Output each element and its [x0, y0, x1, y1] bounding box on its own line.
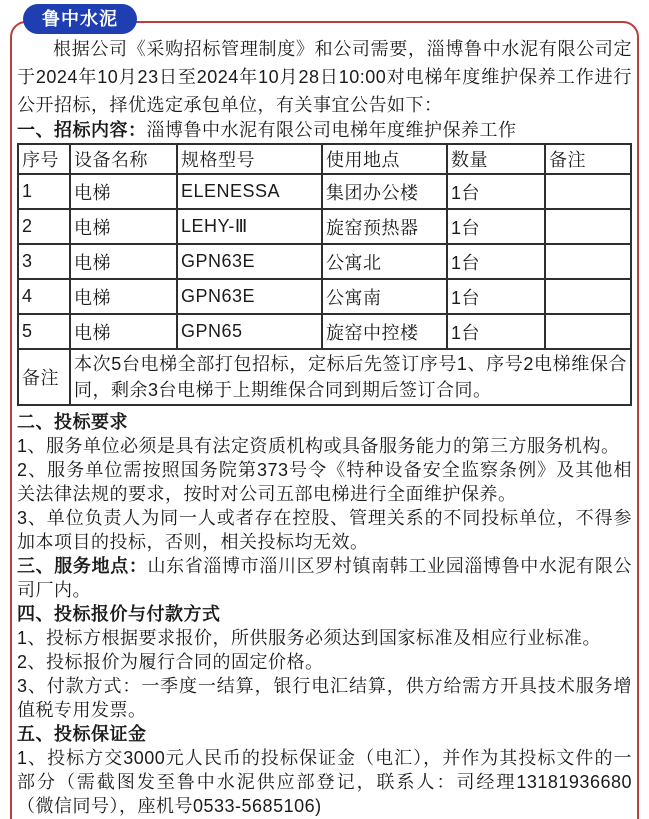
section-3-text: 山东省淄博市淄川区罗村镇南韩工业园淄博鲁中水泥有限公司厂内。	[17, 556, 632, 600]
cell-seq: 2	[18, 209, 70, 244]
cell-equipment: 电梯	[70, 279, 177, 314]
section-5-heading: 五、投标保证金	[17, 724, 147, 744]
section-1-label: 一、招标内容：	[17, 120, 147, 140]
cell-seq: 3	[18, 244, 70, 279]
remark-label-cell: 备注	[18, 349, 70, 405]
table-row	[18, 279, 631, 314]
col-header-equipment: 设备名称	[70, 144, 177, 174]
cell-seq: 5	[18, 314, 70, 349]
cell-quantity: 1台	[447, 279, 545, 314]
cell-remark	[545, 279, 631, 314]
section-1-text: 淄博鲁中水泥有限公司电梯年度维护保养工作	[146, 120, 517, 140]
announcement-frame	[10, 21, 639, 819]
announcement-intro: 根据公司《采购招标管理制度》和公司需要，淄博鲁中水泥有限公司定于2024年10月23日至2024年10月28日10:00对电梯年度维护保养工作进行公开招标，择优选定承包单位，有关事宜公告如下：	[17, 39, 632, 115]
section-2-item: 1、服务单位必须是具有法定资质机构或具备服务能力的第三方服务机构。	[17, 436, 620, 456]
section-4-heading: 四、投标报价与付款方式	[17, 604, 221, 624]
company-badge: 鲁中水泥	[23, 4, 137, 34]
cell-model: LEHY-Ⅲ	[177, 209, 322, 244]
table-remark-row	[18, 349, 631, 405]
cell-remark	[545, 209, 631, 244]
cell-quantity: 1台	[447, 314, 545, 349]
section-3-service-location	[17, 554, 632, 602]
cell-seq: 1	[18, 174, 70, 209]
cell-location: 公寓北	[322, 244, 447, 279]
section-4-item: 2、投标报价为履行合同的固定价格。	[17, 652, 324, 672]
cell-remark	[545, 174, 631, 209]
cell-equipment: 电梯	[70, 314, 177, 349]
col-header-quantity: 数量	[447, 144, 545, 174]
section-3-label: 三、服务地点：	[17, 556, 148, 576]
cell-equipment: 电梯	[70, 244, 177, 279]
col-header-remark: 备注	[545, 144, 631, 174]
section-2-item: 2、服务单位需按照国务院第373号令《特种设备安全监察条例》及其他相关法律法规的要求，按时对公司五部电梯进行全面维护保养。	[17, 460, 632, 504]
cell-location: 公寓南	[322, 279, 447, 314]
section-1-bid-content	[17, 119, 632, 141]
col-header-location: 使用地点	[322, 144, 447, 174]
col-header-seq: 序号	[18, 144, 70, 174]
table-row	[18, 209, 631, 244]
cell-equipment: 电梯	[70, 209, 177, 244]
cell-remark	[545, 244, 631, 279]
cell-quantity: 1台	[447, 174, 545, 209]
cell-model: ELENESSA	[177, 174, 322, 209]
cell-model: GPN63E	[177, 244, 322, 279]
table-row	[18, 174, 631, 209]
cell-quantity: 1台	[447, 209, 545, 244]
cell-model: GPN63E	[177, 279, 322, 314]
section-5-item: 1、投标方交3000元人民币的投标保证金（电汇），并作为其投标文件的一部分（需截图发至鲁中水泥供应部登记，联系人：司经理13181936680（微信同号），座机号0533-5685106)	[17, 748, 632, 816]
table-row	[18, 244, 631, 279]
section-4-item: 3、付款方式：一季度一结算，银行电汇结算，供方给需方开具技术服务增值税专用发票。	[17, 676, 632, 720]
section-2-item: 3、单位负责人为同一人或者存在控股、管理关系的不同投标单位，不得参加本项目的投标，否则，相关投标均无效。	[17, 508, 632, 552]
equipment-table	[17, 143, 632, 406]
cell-location: 旋窑预热器	[322, 209, 447, 244]
remark-text-cell: 本次5台电梯全部打包招标，定标后先签订序号1、序号2电梯维保合同，剩余3台电梯于上期维保合同到期后签订合同。	[70, 349, 631, 405]
cell-location: 旋窑中控楼	[322, 314, 447, 349]
announcement-sections	[17, 410, 632, 818]
section-4-item: 1、投标方根据要求报价，所供服务必须达到国家标准及相应行业标准。	[17, 628, 602, 648]
cell-quantity: 1台	[447, 244, 545, 279]
col-header-model: 规格型号	[177, 144, 322, 174]
cell-seq: 4	[18, 279, 70, 314]
table-header-row	[18, 144, 631, 174]
section-2-heading: 二、投标要求	[17, 412, 128, 432]
cell-model: GPN65	[177, 314, 322, 349]
cell-remark	[545, 314, 631, 349]
cell-location: 集团办公楼	[322, 174, 447, 209]
table-row	[18, 314, 631, 349]
cell-equipment: 电梯	[70, 174, 177, 209]
